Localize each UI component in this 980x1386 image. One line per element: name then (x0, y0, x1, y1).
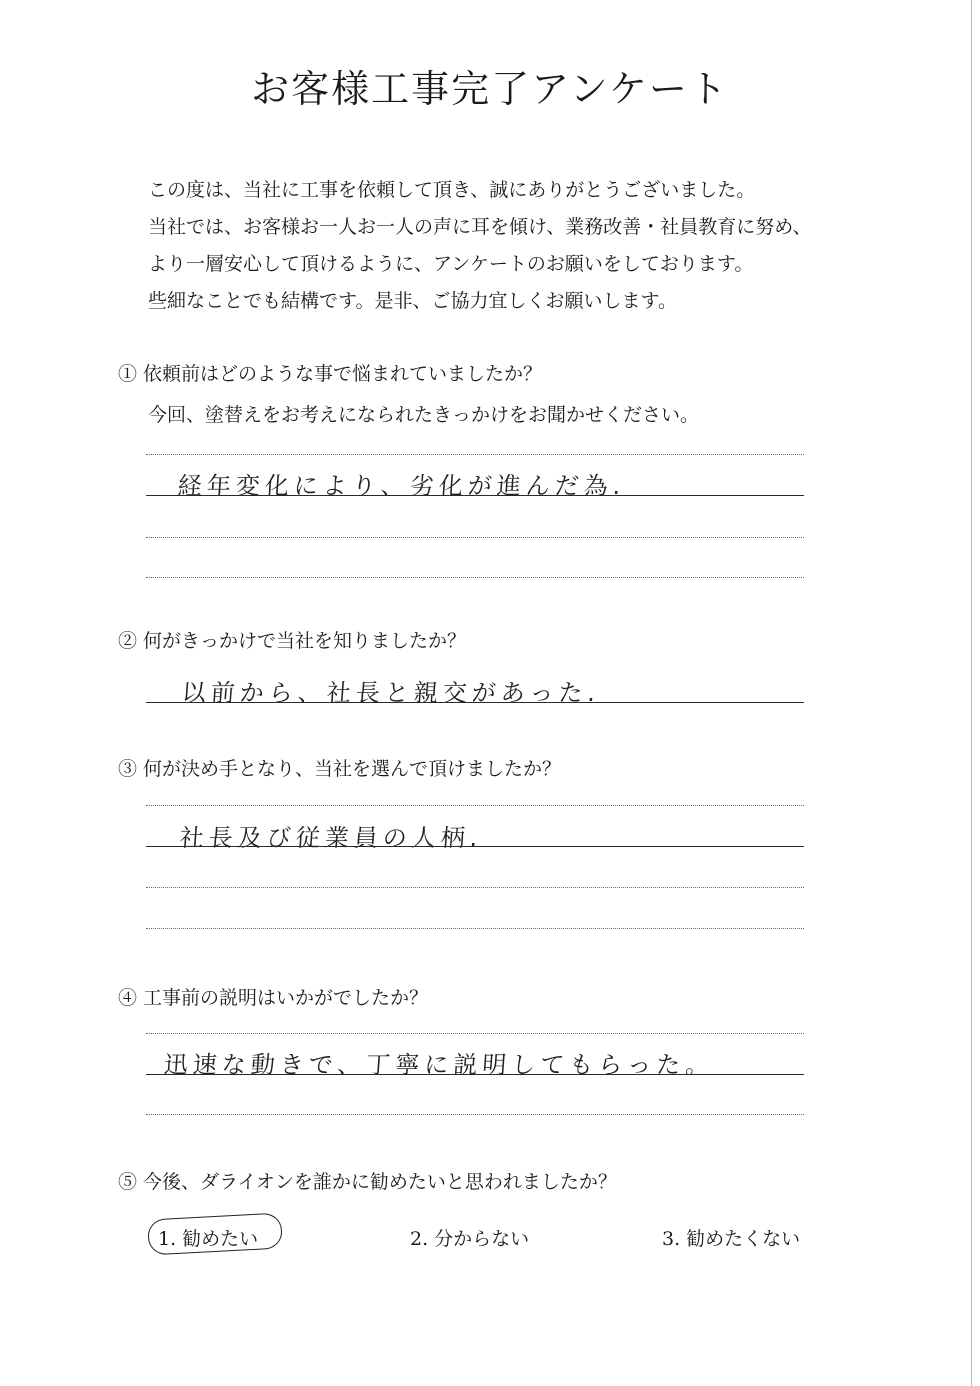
answer-line (146, 1074, 804, 1075)
answer-line (146, 702, 804, 703)
answer-line (146, 454, 804, 455)
answer-line (146, 887, 804, 888)
answer-line (146, 1114, 804, 1115)
answer-2-handwriting: 以前から、社長と親交があった. (180, 679, 602, 707)
answer-line (146, 495, 804, 496)
page-title: お客様工事完了アンケート (251, 67, 729, 111)
intro-line: 当社では、お客様お一人お一人の声に耳を傾け、業務改善・社員教育に努め、 (148, 216, 812, 238)
question-5: ⑤ 今後、ダライオンを誰かに勧めたいと思われましたか？ (118, 1171, 617, 1193)
intro-line: この度は、当社に工事を依頼して頂き、誠にありがとうございました。 (148, 179, 756, 201)
answer-line (146, 846, 804, 847)
page-edge-line (971, 0, 972, 1386)
answer-1-handwriting: 経年変化により、劣化が進んだ為. (176, 472, 627, 500)
answer-line (146, 537, 804, 538)
option-not-recommend[interactable]: 3. 勧めたくない (662, 1228, 801, 1250)
question-3: ③ 何が決め手となり、当社を選んで頂けましたか？ (118, 758, 562, 780)
answer-line (146, 805, 804, 806)
question-2: ② 何がきっかけで当社を知りましたか？ (118, 630, 467, 652)
answer-3-handwriting: 社長及び従業員の人柄. (178, 824, 484, 852)
question-1-subtext: 今回、塗替えをお考えになられたきっかけをお聞かせください。 (148, 404, 700, 426)
answer-line (146, 1033, 804, 1034)
answer-line (146, 577, 804, 578)
intro-line: 些細なことでも結構です。是非、ご協力宜しくお願いします。 (148, 290, 677, 312)
question-1: ① 依頼前はどのような事で悩まれていましたか？ (118, 363, 543, 385)
intro-text (148, 172, 868, 320)
answer-line (146, 928, 804, 929)
option-unsure[interactable]: 2. 分からない (410, 1228, 530, 1250)
question-4: ④ 工事前の説明はいかがでしたか？ (118, 987, 429, 1009)
option-recommend[interactable]: 1. 勧めたい (158, 1228, 259, 1250)
intro-line: より一層安心して頂けるように、アンケートのお願いをしております。 (148, 253, 754, 275)
answer-4-handwriting: 迅速な動きで、丁寧に説明してもらった。 (162, 1051, 716, 1079)
